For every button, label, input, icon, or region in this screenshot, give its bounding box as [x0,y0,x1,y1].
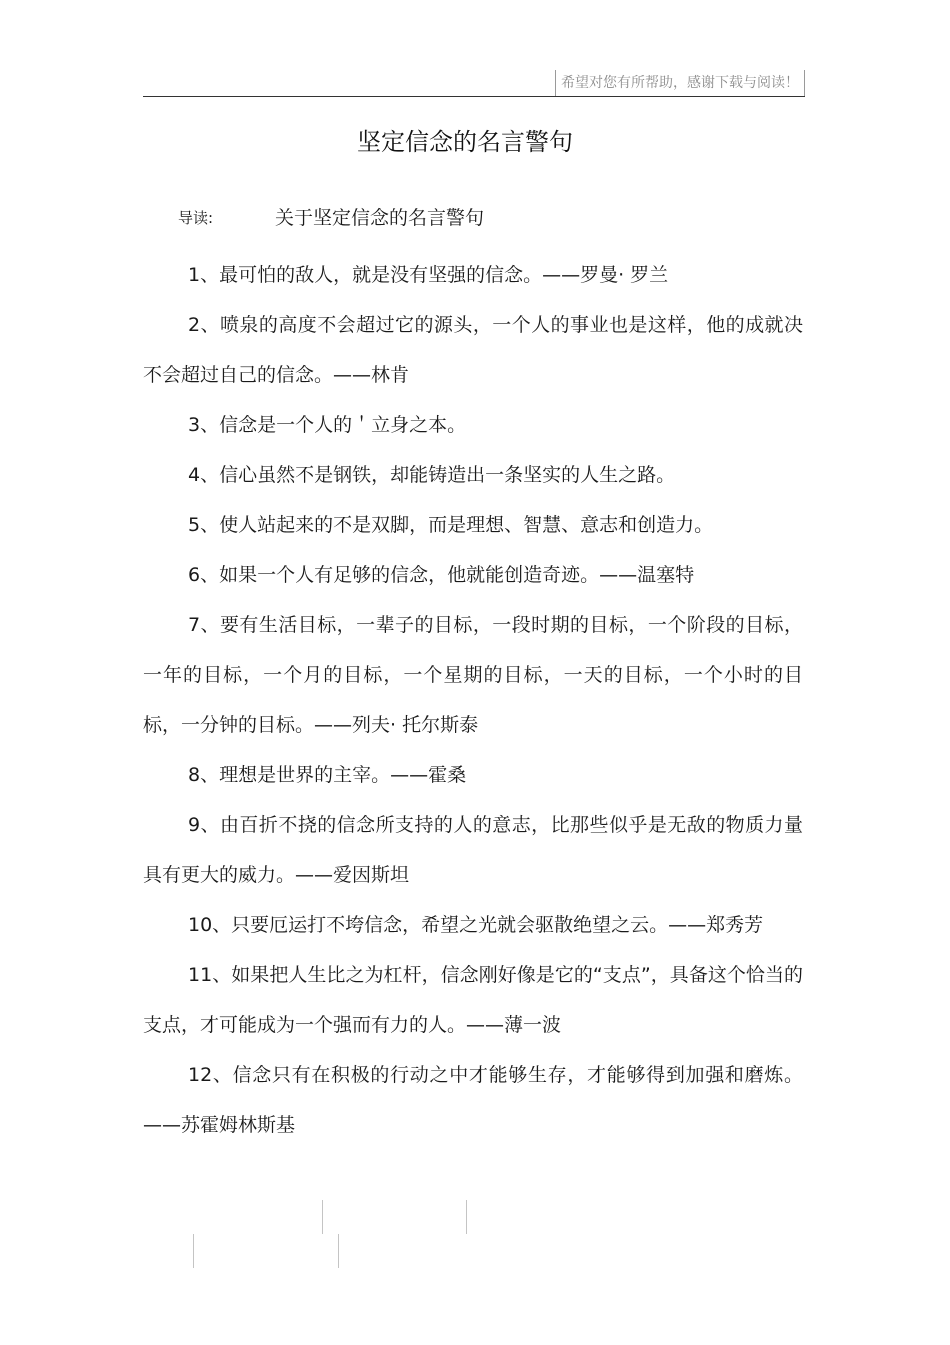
quote-item: 5、使人站起来的不是双脚，而是理想、智慧、意志和创造力。 [188,514,714,536]
document-title: 坚定信念的名言警句 [357,128,573,156]
quote-item: 8、理想是世界的主宰。——霍桑 [188,764,467,786]
quote-item: 11、如果把人生比之为杠杆，信念刚好像是它的“支点”，具备这个恰当的支点，才可能成为一个强而有力的人。——薄一波 [143,964,803,1036]
quote-item: 2、喷泉的高度不会超过它的源头，一个人的事业也是这样，他的成就决不会超过自己的信念。——林肯 [143,314,803,386]
quote-item: 6、如果一个人有足够的信念，他就能创造奇迹。——温塞特 [188,564,695,586]
header-note: 希望对您有所帮助，感谢下载与阅读！ [555,70,805,96]
quote-item: 12、信念只有在积极的行动之中才能够生存，才能够得到加强和磨炼。——苏霍姆林斯基 [143,1064,803,1136]
quote-item: 1、最可怕的敌人，就是没有坚强的信念。——罗曼· 罗兰 [188,264,669,286]
quote-item: 9、由百折不挠的信念所支持的人的意志，比那些似乎是无敌的物质力量具有更大的威力。——爱因斯坦 [143,814,803,886]
intro-label: 导读: [178,209,214,227]
quote-item: 7、要有生活目标，一辈子的目标，一段时期的目标，一个阶段的目标，一年的目标，一个月的目标，一个星期的目标，一天的目标，一个小时的目标，一分钟的目标。——列夫· 托尔斯泰 [143,614,803,736]
quote-item: 3、信念是一个人的＇立身之本。 [188,414,467,436]
quote-item: 10、只要厄运打不垮信念，希望之光就会驱散绝望之云。——郑秀芳 [188,914,764,936]
quote-list [143,250,803,1150]
intro-text: 关于坚定信念的名言警句 [275,207,485,229]
footer-mark [322,1200,323,1234]
footer-mark [338,1234,339,1268]
footer-mark [466,1200,467,1234]
quote-item: 4、信心虽然不是钢铁，却能铸造出一条坚实的人生之路。 [188,464,676,486]
footer-mark [193,1234,194,1268]
header-divider [143,96,805,97]
